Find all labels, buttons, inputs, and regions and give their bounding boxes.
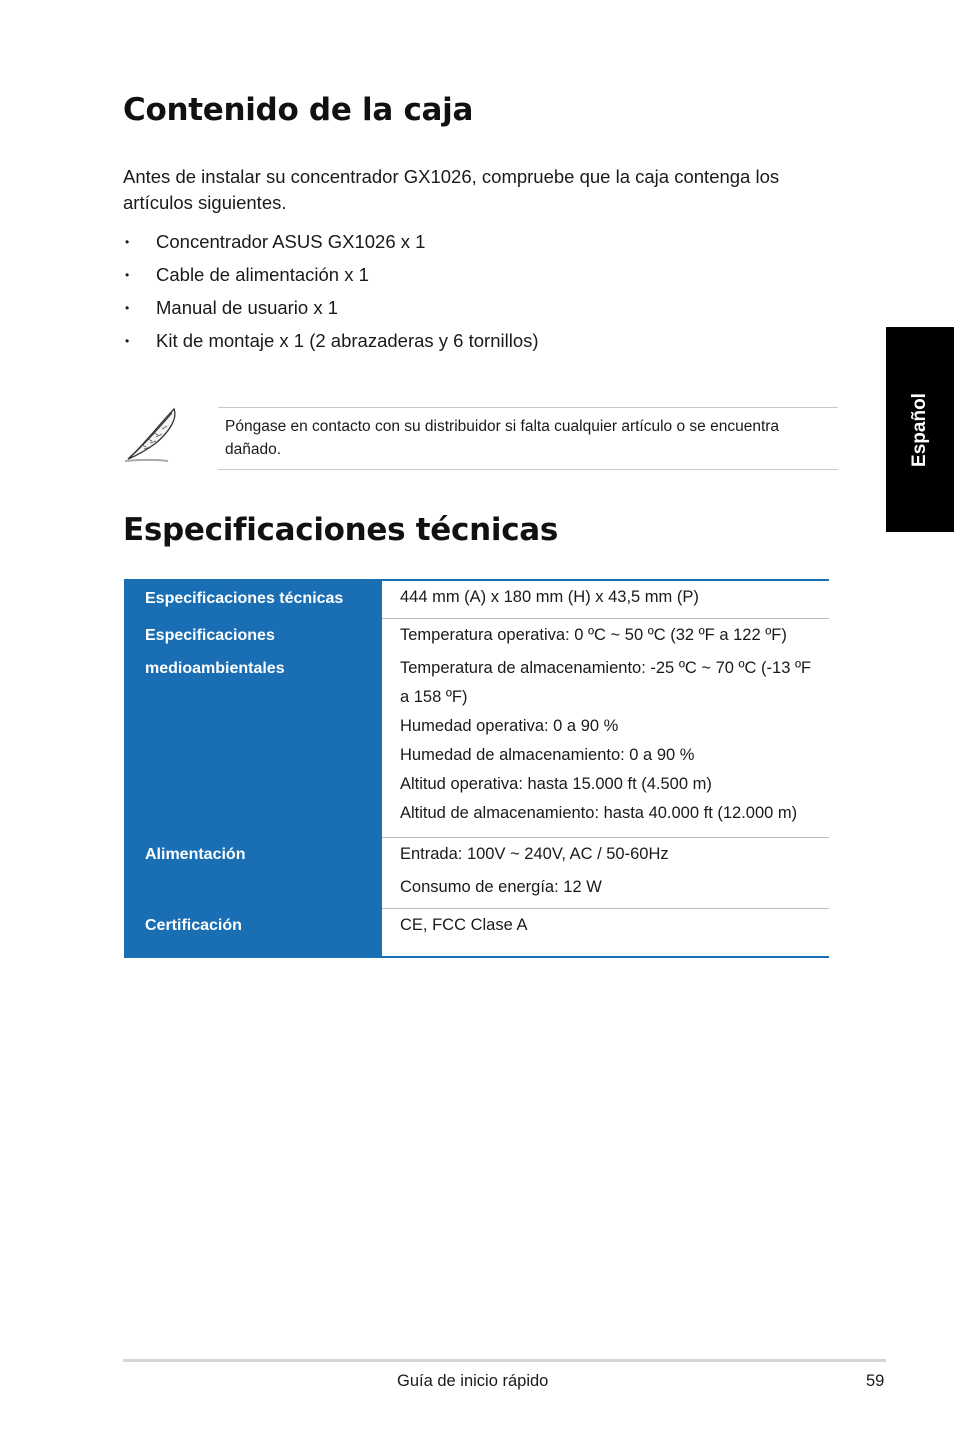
language-tab xyxy=(886,327,954,532)
list-item-text: Manual de usuario x 1 xyxy=(156,297,339,318)
list-item xyxy=(123,327,539,360)
row-value xyxy=(382,581,829,618)
bullet: • xyxy=(125,235,130,249)
value-line: Temperatura de almacenamiento: -25 ºC ~ 70 ºC (-13 ºF a 158 ºF) xyxy=(400,659,812,706)
value-line: 444 mm (A) x 180 mm (H) x 43,5 mm (P) xyxy=(400,588,699,606)
page-title-specs: Especificaciones técnicas xyxy=(123,512,559,548)
table-row xyxy=(129,581,829,618)
feather-pen-icon xyxy=(122,405,182,465)
row-label: Certificación xyxy=(145,917,242,934)
row-label: Alimentación xyxy=(145,846,246,863)
intro-paragraph: Antes de instalar su concentrador GX1026, compruebe que la caja contenga los artículos siguientes. xyxy=(123,166,780,213)
note-box: Póngase en contacto con su distribuidor si falta cualquier artículo o se encuentra dañado. xyxy=(218,407,838,470)
list-item xyxy=(123,228,539,261)
row-value xyxy=(382,908,829,956)
page-title-contents: Contenido de la caja xyxy=(123,92,474,128)
row-value xyxy=(382,618,829,838)
table-row xyxy=(129,618,829,838)
bullet: • xyxy=(125,268,130,282)
list-item xyxy=(123,294,539,327)
list-item-text: Concentrador ASUS GX1026 x 1 xyxy=(156,231,426,252)
row-value xyxy=(382,837,829,908)
row-label: Especificaciones medioambientales xyxy=(145,627,285,677)
value-line: Altitud operativa: hasta 15.000 ft (4.500 m) xyxy=(400,775,712,793)
value-line: Humedad de almacenamiento: 0 a 90 % xyxy=(400,746,695,764)
list-item xyxy=(123,261,539,294)
value-line: Altitud de almacenamiento: hasta 40.000 ft (12.000 m) xyxy=(400,804,798,822)
value-line: Entrada: 100V ~ 240V, AC / 50-60Hz xyxy=(400,845,669,863)
footer-title: Guía de inicio rápido xyxy=(397,1372,549,1390)
list-item-text: Cable de alimentación x 1 xyxy=(156,264,369,285)
value-line: Consumo de energía: 12 W xyxy=(400,878,602,896)
table-row xyxy=(129,837,829,908)
bullet: • xyxy=(125,301,130,315)
value-line: Humedad operativa: 0 a 90 % xyxy=(400,717,619,735)
value-line: CE, FCC Clase A xyxy=(400,916,528,934)
language-tab-label: Español xyxy=(909,392,930,467)
footer-divider xyxy=(123,1359,886,1362)
package-contents-list xyxy=(123,228,539,360)
table-row xyxy=(129,908,829,956)
page-number: 59 xyxy=(866,1372,885,1390)
row-label: Especificaciones técnicas xyxy=(145,590,344,607)
list-item-text: Kit de montaje x 1 (2 abrazaderas y 6 tornillos) xyxy=(156,330,539,351)
value-line: Temperatura operativa: 0 ºC ~ 50 ºC (32 ºF a 122 ºF) xyxy=(400,626,787,644)
specifications-table xyxy=(124,579,829,958)
bullet: • xyxy=(125,334,130,348)
